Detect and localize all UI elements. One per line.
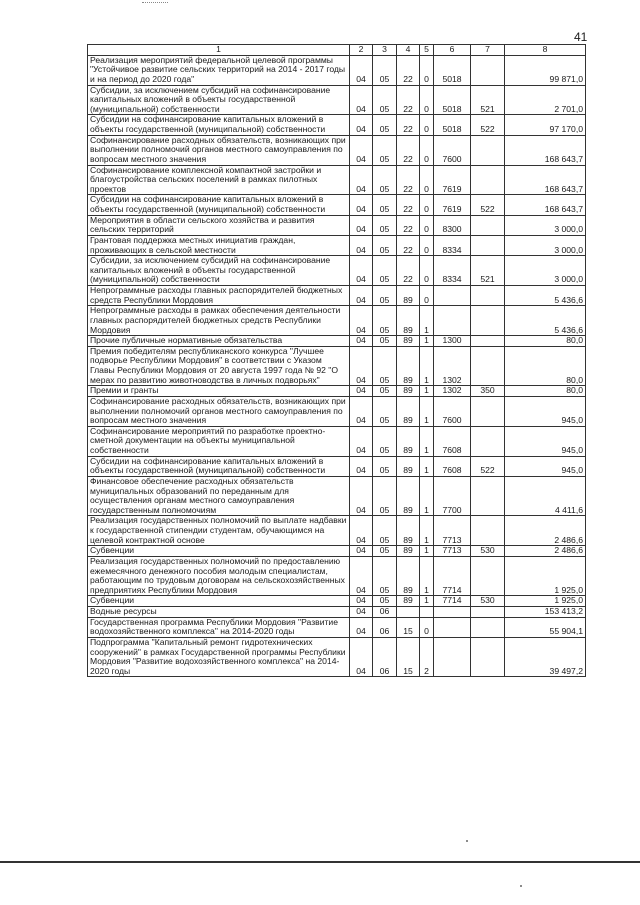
row-name-cell: Подпрограмма "Капитальный ремонт гидротехнических сооружений" в рамках Государственной программы Республики Мордовия "Развитие водохозяйственного комплекса" на 2014-2020 годы: [88, 637, 350, 677]
row-name-cell: Софинансирование расходных обязательств, возникающих при выполнении полномочий органов местного самоуправления по вопросам местного значения: [88, 135, 350, 165]
code-cell: 22: [397, 135, 420, 165]
code-cell: 22: [397, 195, 420, 215]
table-row: [88, 426, 586, 456]
code-cell: 05: [373, 426, 397, 456]
code-cell: 7713: [434, 516, 471, 546]
amount-cell: 80,0: [505, 336, 586, 347]
code-cell: 04: [350, 596, 373, 607]
code-cell: [471, 235, 505, 255]
table-row: [88, 617, 586, 637]
code-cell: 04: [350, 306, 373, 336]
code-cell: 04: [350, 476, 373, 516]
table-row: [88, 55, 586, 85]
code-cell: 06: [373, 607, 397, 618]
code-cell: 1302: [434, 386, 471, 397]
code-cell: 0: [420, 195, 434, 215]
code-cell: 0: [420, 235, 434, 255]
amount-cell: 2 486,6: [505, 516, 586, 546]
code-cell: [471, 55, 505, 85]
amount-cell: 153 413,2: [505, 607, 586, 618]
code-cell: [471, 607, 505, 618]
code-cell: [471, 637, 505, 677]
code-cell: [397, 607, 420, 618]
table-row: [88, 256, 586, 286]
code-cell: 0: [420, 256, 434, 286]
code-cell: 04: [350, 556, 373, 596]
row-name-cell: Премии и гранты: [88, 386, 350, 397]
code-cell: 0: [420, 286, 434, 306]
code-cell: 7608: [434, 456, 471, 476]
header-cell: 2: [350, 45, 373, 56]
table-row: [88, 346, 586, 386]
amount-cell: 168 643,7: [505, 165, 586, 195]
amount-cell: 3 000,0: [505, 256, 586, 286]
row-name-cell: Субсидии на софинансирование капитальных вложений в объекты государственной (муниципальной) собственности: [88, 115, 350, 135]
table-row: [88, 286, 586, 306]
amount-cell: 4 411,6: [505, 476, 586, 516]
code-cell: [471, 476, 505, 516]
code-cell: 530: [471, 596, 505, 607]
amount-cell: 5 436,6: [505, 286, 586, 306]
code-cell: 350: [471, 386, 505, 397]
code-cell: 04: [350, 235, 373, 255]
code-cell: 89: [397, 346, 420, 386]
row-name-cell: Грантовая поддержка местных инициатив граждан, проживающих в сельской местности: [88, 235, 350, 255]
row-name-cell: Субвенции: [88, 596, 350, 607]
code-cell: 05: [373, 516, 397, 546]
code-cell: [471, 556, 505, 596]
code-cell: [471, 306, 505, 336]
amount-cell: 2 701,0: [505, 85, 586, 115]
code-cell: 04: [350, 607, 373, 618]
code-cell: 05: [373, 85, 397, 115]
code-cell: 7600: [434, 135, 471, 165]
row-name-cell: Субвенции: [88, 546, 350, 557]
code-cell: [471, 346, 505, 386]
row-name-cell: Субсидии на софинансирование капитальных вложений в объекты государственной (муниципальной) собственности: [88, 456, 350, 476]
amount-cell: 5 436,6: [505, 306, 586, 336]
code-cell: [471, 426, 505, 456]
code-cell: 530: [471, 546, 505, 557]
amount-cell: 80,0: [505, 346, 586, 386]
code-cell: 22: [397, 235, 420, 255]
code-cell: 05: [373, 456, 397, 476]
amount-cell: 3 000,0: [505, 215, 586, 235]
header-cell: 1: [88, 45, 350, 56]
code-cell: [434, 607, 471, 618]
code-cell: 1: [420, 336, 434, 347]
table-row: [88, 476, 586, 516]
code-cell: 1: [420, 426, 434, 456]
code-cell: [434, 617, 471, 637]
scan-mark: [142, 2, 168, 4]
code-cell: 04: [350, 215, 373, 235]
code-cell: 05: [373, 235, 397, 255]
code-cell: 15: [397, 617, 420, 637]
code-cell: 7714: [434, 596, 471, 607]
code-cell: 1: [420, 556, 434, 596]
row-name-cell: Государственная программа Республики Мордовия "Развитие водохозяйственного комплекса" на 2014-2020 годы: [88, 617, 350, 637]
code-cell: 89: [397, 396, 420, 426]
header-cell: 6: [434, 45, 471, 56]
code-cell: [471, 135, 505, 165]
table-row: [88, 596, 586, 607]
code-cell: 8334: [434, 235, 471, 255]
code-cell: 1: [420, 456, 434, 476]
amount-cell: 168 643,7: [505, 195, 586, 215]
amount-cell: 39 497,2: [505, 637, 586, 677]
row-name-cell: Мероприятия в области сельского хозяйства и развития сельских территорий: [88, 215, 350, 235]
code-cell: 04: [350, 336, 373, 347]
row-name-cell: Субсидии на софинансирование капитальных вложений в объекты государственной (муниципальной) собственности: [88, 195, 350, 215]
code-cell: [471, 336, 505, 347]
code-cell: 7619: [434, 195, 471, 215]
code-cell: 0: [420, 165, 434, 195]
code-cell: [471, 396, 505, 426]
code-cell: 04: [350, 516, 373, 546]
code-cell: 04: [350, 165, 373, 195]
code-cell: 1: [420, 396, 434, 426]
code-cell: 05: [373, 386, 397, 397]
code-cell: 05: [373, 546, 397, 557]
code-cell: 05: [373, 346, 397, 386]
amount-cell: 1 925,0: [505, 596, 586, 607]
code-cell: 0: [420, 215, 434, 235]
code-cell: 1: [420, 476, 434, 516]
table-row: [88, 637, 586, 677]
code-cell: 05: [373, 476, 397, 516]
row-name-cell: Реализация государственных полномочий по предоставлению ежемесячного денежного пособия молодым специалистам, работающим по трудовым договорам на сельскохозяйственных предприятиях Республики Мордовия: [88, 556, 350, 596]
code-cell: 22: [397, 85, 420, 115]
header-cell: 5: [420, 45, 434, 56]
row-name-cell: Субсидии, за исключением субсидий на софинансирование капитальных вложений в объекты государственной (муниципальной) собственности: [88, 85, 350, 115]
code-cell: 89: [397, 336, 420, 347]
amount-cell: 3 000,0: [505, 235, 586, 255]
code-cell: 05: [373, 256, 397, 286]
code-cell: 05: [373, 115, 397, 135]
code-cell: 8334: [434, 256, 471, 286]
code-cell: 04: [350, 426, 373, 456]
amount-cell: 945,0: [505, 426, 586, 456]
code-cell: 89: [397, 286, 420, 306]
code-cell: [420, 607, 434, 618]
code-cell: 89: [397, 516, 420, 546]
code-cell: 06: [373, 637, 397, 677]
code-cell: 1: [420, 306, 434, 336]
table-row: [88, 546, 586, 557]
code-cell: 22: [397, 55, 420, 85]
code-cell: 05: [373, 596, 397, 607]
code-cell: 2: [420, 637, 434, 677]
code-cell: 22: [397, 256, 420, 286]
code-cell: 22: [397, 115, 420, 135]
code-cell: 05: [373, 286, 397, 306]
code-cell: 7714: [434, 556, 471, 596]
code-cell: 04: [350, 456, 373, 476]
code-cell: 0: [420, 617, 434, 637]
code-cell: [434, 637, 471, 677]
code-cell: 1: [420, 516, 434, 546]
table-row: [88, 556, 586, 596]
code-cell: 0: [420, 135, 434, 165]
code-cell: 7619: [434, 165, 471, 195]
code-cell: 04: [350, 85, 373, 115]
code-cell: 89: [397, 596, 420, 607]
code-cell: 1: [420, 546, 434, 557]
code-cell: 1: [420, 596, 434, 607]
table-row: [88, 215, 586, 235]
code-cell: 7600: [434, 396, 471, 426]
code-cell: 22: [397, 165, 420, 195]
code-cell: 05: [373, 556, 397, 596]
amount-cell: 2 486,6: [505, 546, 586, 557]
table-row: [88, 165, 586, 195]
code-cell: 7713: [434, 546, 471, 557]
code-cell: 15: [397, 637, 420, 677]
table-row: [88, 195, 586, 215]
amount-cell: 168 643,7: [505, 135, 586, 165]
row-name-cell: Водные ресурсы: [88, 607, 350, 618]
table-row: [88, 85, 586, 115]
row-name-cell: Непрограммные расходы в рамках обеспечения деятельности главных распорядителей бюджетных средств Республики Мордовия: [88, 306, 350, 336]
table-row: [88, 607, 586, 618]
amount-cell: 97 170,0: [505, 115, 586, 135]
row-name-cell: Реализация мероприятий федеральной целевой программы "Устойчивое развитие сельских территорий на 2014 - 2017 годы и на период до 2020 года": [88, 55, 350, 85]
code-cell: 05: [373, 195, 397, 215]
row-name-cell: Субсидии, за исключением субсидий на софинансирование капитальных вложений в объекты государственной (муниципальной) собственности: [88, 256, 350, 286]
amount-cell: 1 925,0: [505, 556, 586, 596]
table-row: [88, 516, 586, 546]
code-cell: 0: [420, 55, 434, 85]
code-cell: 06: [373, 617, 397, 637]
header-cell: 4: [397, 45, 420, 56]
code-cell: 89: [397, 456, 420, 476]
code-cell: 5018: [434, 85, 471, 115]
code-cell: 5018: [434, 55, 471, 85]
code-cell: 04: [350, 135, 373, 165]
scan-speck: [466, 840, 468, 842]
code-cell: [471, 165, 505, 195]
page-bottom-rule: [0, 861, 640, 863]
code-cell: 0: [420, 85, 434, 115]
code-cell: 05: [373, 135, 397, 165]
table-row: [88, 135, 586, 165]
code-cell: 0: [420, 115, 434, 135]
row-name-cell: Софинансирование мероприятий по разработке проектно-сметной документации на объекты муниципальной собственности: [88, 426, 350, 456]
code-cell: 522: [471, 456, 505, 476]
code-cell: 05: [373, 55, 397, 85]
row-name-cell: Софинансирование комплексной компактной застройки и благоустройства сельских поселений в рамках пилотных проектов: [88, 165, 350, 195]
code-cell: 05: [373, 165, 397, 195]
code-cell: 04: [350, 256, 373, 286]
code-cell: 05: [373, 215, 397, 235]
code-cell: 521: [471, 85, 505, 115]
amount-cell: 99 871,0: [505, 55, 586, 85]
table-row: [88, 115, 586, 135]
row-name-cell: Реализация государственных полномочий по выплате надбавки к государственной стипендии студентам, обучающимся на целевой контрактной основе: [88, 516, 350, 546]
code-cell: 04: [350, 286, 373, 306]
row-name-cell: Непрограммные расходы главных распорядителей бюджетных средств Республики Мордовия: [88, 286, 350, 306]
code-cell: 521: [471, 256, 505, 286]
header-cell: 7: [471, 45, 505, 56]
table-row: [88, 386, 586, 397]
code-cell: 04: [350, 346, 373, 386]
code-cell: 89: [397, 386, 420, 397]
amount-cell: 80,0: [505, 386, 586, 397]
code-cell: 04: [350, 637, 373, 677]
code-cell: 89: [397, 546, 420, 557]
code-cell: 05: [373, 306, 397, 336]
code-cell: 5018: [434, 115, 471, 135]
code-cell: 04: [350, 55, 373, 85]
code-cell: 1300: [434, 336, 471, 347]
code-cell: [471, 516, 505, 546]
code-cell: 89: [397, 556, 420, 596]
row-name-cell: Прочие публичные нормативные обязательства: [88, 336, 350, 347]
code-cell: 04: [350, 115, 373, 135]
amount-cell: 945,0: [505, 456, 586, 476]
budget-table: [87, 44, 586, 677]
code-cell: 1302: [434, 346, 471, 386]
code-cell: 04: [350, 195, 373, 215]
code-cell: [471, 617, 505, 637]
code-cell: 8300: [434, 215, 471, 235]
code-cell: 1: [420, 346, 434, 386]
row-name-cell: Премия победителям республиканского конкурса "Лучшее подворье Республики Мордовия" в соответствии с Указом Главы Республики Мордовия от 20 августа 1997 года № 92 "О мерах по развитию животноводства в личных подворьях": [88, 346, 350, 386]
code-cell: [471, 215, 505, 235]
table-row: [88, 235, 586, 255]
code-cell: 05: [373, 336, 397, 347]
code-cell: 522: [471, 195, 505, 215]
code-cell: [434, 306, 471, 336]
code-cell: 04: [350, 396, 373, 426]
code-cell: 04: [350, 617, 373, 637]
code-cell: 22: [397, 215, 420, 235]
row-name-cell: Софинансирование расходных обязательств, возникающих при выполнении полномочий органов местного самоуправления по вопросам местного значения: [88, 396, 350, 426]
table-row: [88, 336, 586, 347]
table-row: [88, 456, 586, 476]
code-cell: 7608: [434, 426, 471, 456]
code-cell: 04: [350, 546, 373, 557]
scan-speck: [520, 885, 522, 887]
header-cell: 3: [373, 45, 397, 56]
page-number: 41: [574, 30, 588, 44]
amount-cell: 945,0: [505, 396, 586, 426]
code-cell: 05: [373, 396, 397, 426]
code-cell: 89: [397, 306, 420, 336]
code-cell: 1: [420, 386, 434, 397]
amount-cell: 55 904,1: [505, 617, 586, 637]
code-cell: 7700: [434, 476, 471, 516]
code-cell: [434, 286, 471, 306]
code-cell: 89: [397, 426, 420, 456]
code-cell: 04: [350, 386, 373, 397]
table-row: [88, 396, 586, 426]
code-cell: 89: [397, 476, 420, 516]
table-row: [88, 306, 586, 336]
code-cell: [471, 286, 505, 306]
row-name-cell: Финансовое обеспечение расходных обязательств муниципальных образований по переданным для осуществления органам местного самоуправления государственным полномочиям: [88, 476, 350, 516]
header-cell: 8: [505, 45, 586, 56]
code-cell: 522: [471, 115, 505, 135]
table-header-row: [88, 45, 586, 56]
